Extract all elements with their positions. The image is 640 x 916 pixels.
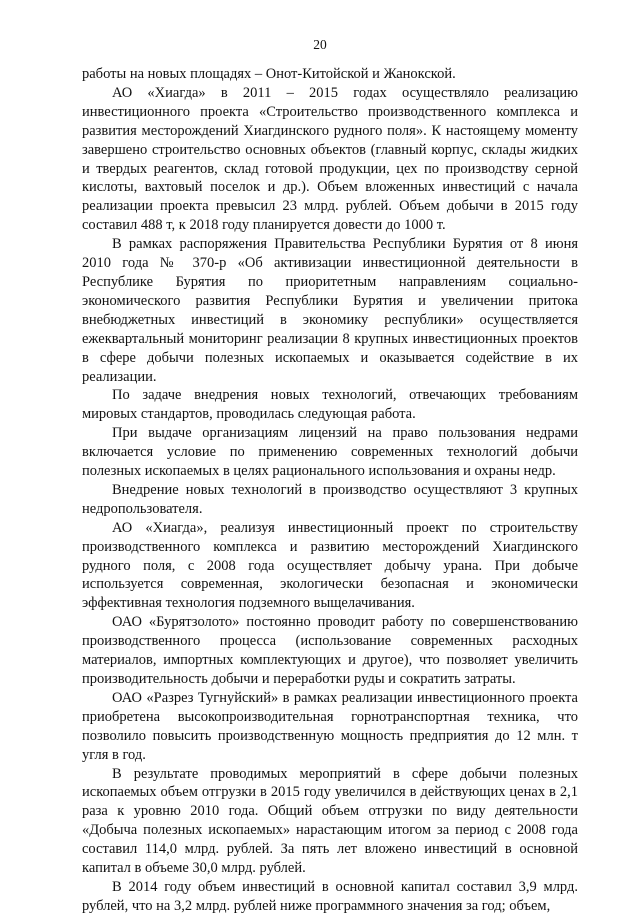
paragraph-buryatzoloto: ОАО «Бурятзолото» постоянно проводит работу по совершенствованию производственного процесса (использование современных расходных материалов, импортных комплектующих и другое), что позволяет увеличить производительность добычи и переработки руды и сократить затраты. xyxy=(82,614,578,687)
paragraph-subsoil-users: Внедрение новых технологий в производство осуществляют 3 крупных недропользователя. xyxy=(82,481,578,517)
paragraph-shipment-results: В результате проводимых мероприятий в сфере добычи полезных ископаемых объем отгрузки в 2015 году увеличился в действующих ценах в 2,1 раза к уровню 2010 года. Общий объем отгрузки по виду деятельности «Добыча полезных ископаемых» нарастающим итогом за период с 2008 года составил 114,0 млрд. рублей. За пять лет вложено инвестиций в основной капитал в объеме 30,0 млрд. рублей. xyxy=(82,765,578,877)
paragraph-licenses: При выдаче организациям лицензий на право пользования недрами включается условие по применению современных технологий добычи полезных ископаемых в целях рационального использования и охраны недр. xyxy=(82,425,578,480)
paragraph-continuation: работы на новых площадях – Онот-Китойской и Жанокской. xyxy=(82,66,456,82)
paragraph-khiagda-project: АО «Хиагда» в 2011 – 2015 годах осуществляло реализацию инвестиционного проекта «Строительство производственного комплекса и развития месторождений Хиагдинского рудного поля». К настоящему моменту завершено строительство основных объектов (главный корпус, склады жидких и твердых реагентов, склад готовой продукции, цех по производству серной кислоты, вахтовый поселок и др.). Объем вложенных инвестиций с начала реализации проекта превысил 23 млрд. рублей. Объем добычи в 2015 году составил 488 т, к 2018 году планируется довести до 1000 т. xyxy=(82,84,578,234)
paragraph-tugnuisky: ОАО «Разрез Тугнуйский» в рамках реализации инвестиционного проекта приобретена высокопроизводительная горнотранспортная техника, что позволило повысить производственную мощность предприятия до 12 млн. т угля в год. xyxy=(82,689,578,763)
paragraph-khiagda-uranium: АО «Хиагда», реализуя инвестиционный проект по строительству производственного комплекса и развитию месторождений Хиагдинского рудного поля, с 2008 года осуществляет добычу урана. При добыче используется современная, экологически безопасная и экономически эффективная технология подземного выщелачивания. xyxy=(82,519,578,612)
body-text xyxy=(82,65,578,916)
paragraph-new-technologies: По задаче внедрения новых технологий, отвечающих требованиям мировых стандартов, проводилась следующая работа. xyxy=(82,387,578,423)
paragraph-government-order: В рамках распоряжения Правительства Республики Бурятия от 8 июня 2010 года № 370-р «Об активизации инвестиционной деятельности в Республике Бурятия по приоритетным направлениям социально-экономического развития Республики Бурятия и увеличении притока внебюджетных инвестиций в экономику республики» осуществляется ежеквартальный мониторинг реализации 8 крупных инвестиционных проектов в сфере добычи полезных ископаемых и оказывается содействие в их реализации. xyxy=(82,236,578,385)
paragraph-investments-2014: В 2014 году объем инвестиций в основной капитал составил 3,9 млрд. рублей, что на 3,2 млрд. рублей ниже программного значения за год; объем, xyxy=(82,878,578,914)
page-number: 20 xyxy=(313,37,327,52)
